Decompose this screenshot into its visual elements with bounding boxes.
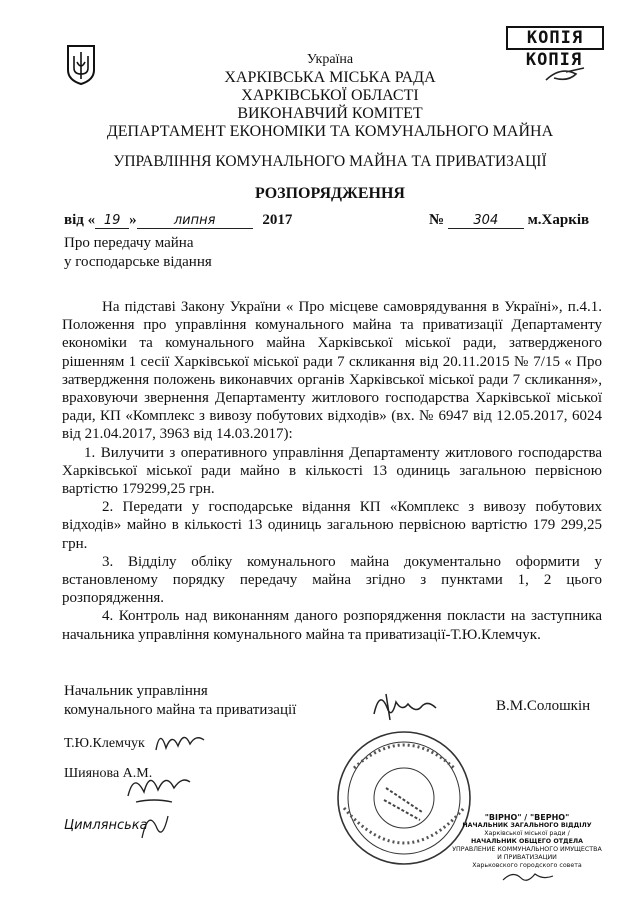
- copy-stamp-label: КОПІЯ: [526, 28, 584, 48]
- coat-of-arms-icon: [66, 44, 96, 86]
- date-year: 2017: [262, 212, 293, 228]
- approver-1-signature: [150, 724, 210, 756]
- verified-stamp-line-2: Харківської міської ради /: [484, 830, 570, 837]
- preamble: На підставі Закону України « Про місцеве самоврядування в Україні», п.4.1. Положення про управління комунального майна та приватизації Департаменту економіки та комунального майна Харківської міської ради, затвердженого рішенням 1 сесії Харківської міської ради 7 скликання від 20.11.2015 № 7/15 « Про затвердження положень виконавчих органів Харківської міської ради 7 скликання», враховуючи звернення Департаменту житлового господарства Харківської міської ради, КП «Комплекс з вивозу побутових відходів» (вх. № 6947 від 12.05.2017, 6024 від 21.04.2017, 3963 від 14.03.2017):: [62, 299, 602, 443]
- verified-stamp-line-5: Харьковского городского совета: [472, 862, 582, 869]
- approver-1: Т.Ю.Клемчук: [64, 736, 145, 751]
- approver-2: Шиянова А.М.: [64, 766, 153, 781]
- verified-stamp-signature: [497, 870, 557, 884]
- body-text: [62, 298, 602, 644]
- date-prefix: від «: [64, 212, 96, 228]
- city: м.Харків: [527, 212, 590, 228]
- document-number: 304: [473, 213, 499, 228]
- item-2: 2. Передати у господарське відання КП «Комплекс з вивозу побутових відходів» майно в кількості 13 одиниць загальною первісною вартістю 179 299,25 грн.: [62, 499, 602, 552]
- verified-stamp-title: "ВІРНО" / "ВЕРНО": [484, 813, 570, 822]
- verified-stamp-line-3: НАЧАЛЬНИК ОБЩЕГО ОТДЕЛА: [470, 838, 584, 845]
- approver-2-signature: [124, 762, 194, 806]
- number-label: №: [429, 212, 445, 228]
- approver-3: Цимлянська: [64, 818, 148, 833]
- signatory-name: В.М.Солошкін: [496, 698, 591, 714]
- verified-stamp-line-1: НАЧАЛЬНИК ЗАГАЛЬНОГО ВІДДІЛУ: [462, 822, 592, 829]
- item-3: 3. Відділу обліку комунального майна документально оформити у встановленому порядку передачу майна згідно з пунктами 1, 2 цього розпорядження.: [62, 553, 602, 607]
- header-department: ДЕПАРТАМЕНТ ЕКОНОМІКИ ТА КОМУНАЛЬНОГО МАЙНА: [106, 123, 554, 140]
- date-month: липня: [173, 213, 216, 228]
- header-council: ХАРКІВСЬКА МІСЬКА РАДА: [224, 69, 436, 86]
- date-day: 19: [103, 213, 121, 228]
- verified-stamp-line-4: УПРАВЛЕНИЕ КОММУНАЛЬНОГО ИМУЩЕСТВА И ПРИВАТИЗАЦИИ: [452, 846, 602, 861]
- date-mid: »: [129, 212, 137, 228]
- document-type: РОЗПОРЯДЖЕННЯ: [255, 185, 405, 202]
- copy-stamp-box: [506, 26, 604, 50]
- header-region: ХАРКІВСЬКОЇ ОБЛАСТІ: [241, 87, 419, 104]
- head-signature: [366, 684, 456, 724]
- header-country: Україна: [306, 52, 354, 67]
- item-4: 4. Контроль над виконанням даного розпорядження покласти на заступника начальника управління комунального майна та приватизації-Т.Ю.Клемчук.: [62, 608, 602, 643]
- header-directorate: УПРАВЛІННЯ КОМУНАЛЬНОГО МАЙНА ТА ПРИВАТИЗАЦІЇ: [113, 153, 547, 170]
- subject-line-1: Про передачу майна: [64, 235, 194, 251]
- position-line-2: комунального майна та приватизації: [64, 702, 297, 718]
- subject: [64, 234, 212, 272]
- signatory-position: [64, 682, 296, 720]
- item-1: 1. Вилучити з оперативного управління Департаменту житлового господарства Харківської міської ради майно в кількості 13 одиниць загальною первісною вартістю 179299,25 грн.: [62, 444, 602, 498]
- header-committee: ВИКОНАВЧИЙ КОМІТЕТ: [237, 105, 423, 122]
- subject-line-2: у господарське відання: [64, 254, 212, 270]
- position-line-1: Начальник управління: [64, 683, 208, 699]
- approver-3-signature: [134, 806, 174, 846]
- date-line: [64, 212, 604, 229]
- verified-stamp: [452, 814, 602, 887]
- copy-stamp-label-2: КОПІЯ: [525, 50, 583, 70]
